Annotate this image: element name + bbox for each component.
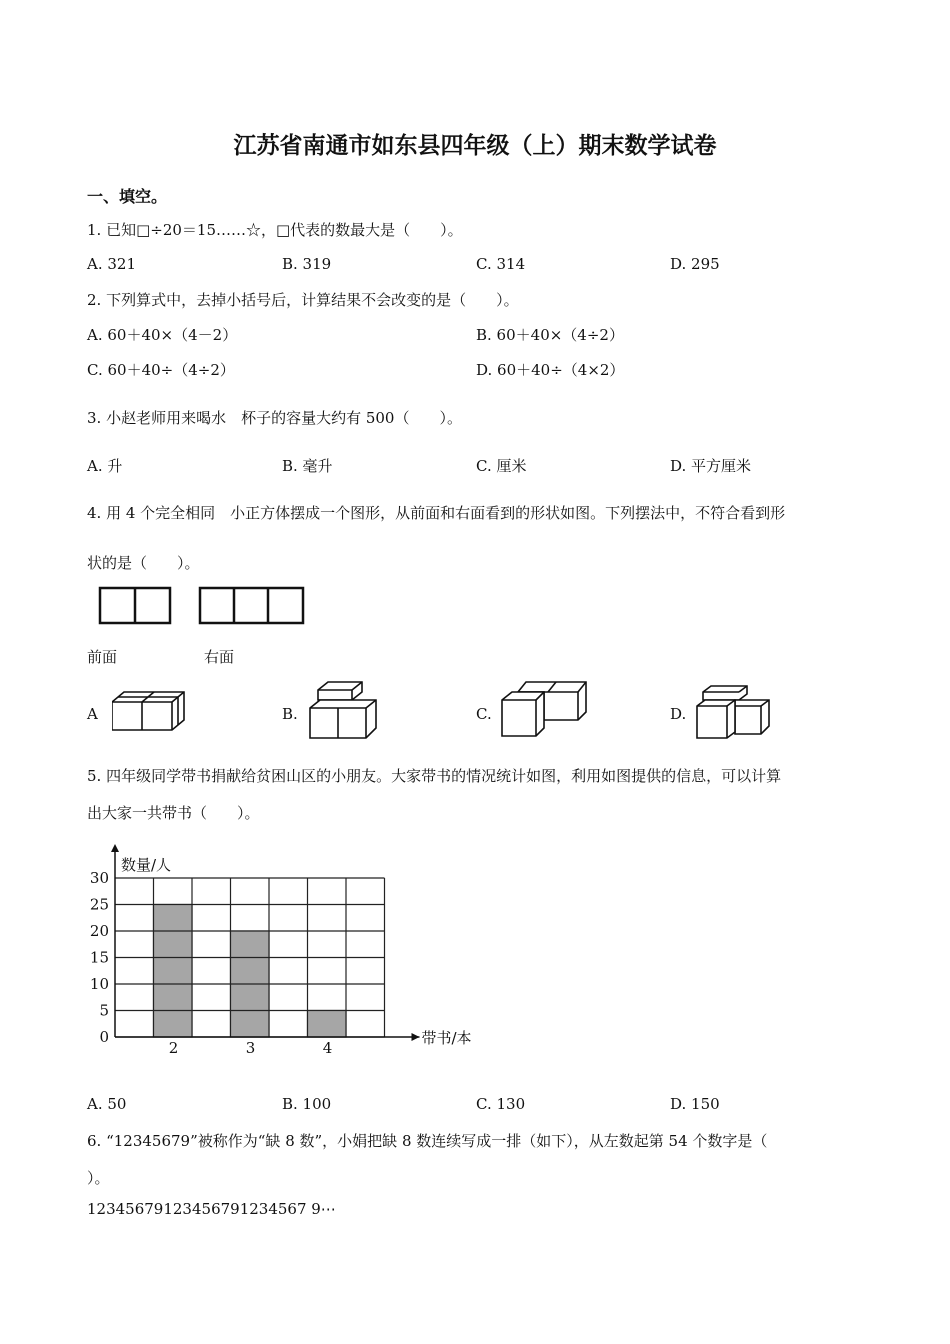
- question-2-text: 2. 下列算式中，去掉小括号后，计算结果不会改变的是（ ）。: [87, 291, 519, 309]
- digit-sequence: 12345679123456791234567 9⋯: [87, 1200, 336, 1218]
- x-tick-label: 4: [322, 1039, 333, 1057]
- q4-option-c-cubes[interactable]: [500, 678, 590, 742]
- y-axis-label: 数量/人: [121, 856, 172, 874]
- front-view-figure: [98, 586, 174, 626]
- q2-option-c[interactable]: C. 60＋40÷（4÷2）: [87, 361, 235, 379]
- y-tick-label: 15: [89, 948, 109, 967]
- bar-chart: [80, 840, 480, 1070]
- section-heading: 一、填空。: [87, 187, 168, 206]
- y-tick-label: 30: [89, 869, 109, 887]
- y-tick-label: 20: [89, 922, 109, 940]
- q3-option-a[interactable]: A. 升: [87, 457, 123, 475]
- bar-2: [154, 905, 193, 1038]
- x-axis-arrow: [412, 1033, 420, 1041]
- y-tick-label: 25: [89, 895, 109, 914]
- page-title: 江苏省南通市如东县四年级（上）期末数学试卷: [233, 133, 717, 159]
- q2-option-d[interactable]: D. 60＋40÷（4×2）: [476, 361, 625, 379]
- question-4-text-line2: 状的是（ ）。: [87, 554, 200, 572]
- q4-option-b-cubes[interactable]: [308, 678, 384, 744]
- q4-option-c-label[interactable]: C.: [476, 705, 492, 723]
- q4-option-d-cubes[interactable]: [695, 682, 775, 742]
- q1-option-b[interactable]: B. 319: [282, 255, 332, 273]
- question-5-text-line2: 出大家一共带书（ ）。: [87, 804, 260, 822]
- q4-option-b-label[interactable]: B.: [282, 705, 298, 723]
- q5-option-b[interactable]: B. 100: [282, 1095, 332, 1113]
- q1-option-d[interactable]: D. 295: [670, 255, 720, 273]
- y-tick-label: 0: [99, 1028, 109, 1046]
- q2-option-b[interactable]: B. 60＋40×（4÷2）: [476, 326, 624, 344]
- y-tick-label: 10: [89, 975, 109, 993]
- front-view-label: 前面: [87, 648, 118, 666]
- q1-option-c[interactable]: C. 314: [476, 255, 526, 273]
- right-view-figure: [198, 586, 306, 626]
- q4-option-a-label[interactable]: A: [87, 705, 98, 723]
- q5-option-d[interactable]: D. 150: [670, 1095, 720, 1113]
- x-tick-label: 2: [168, 1039, 179, 1057]
- q3-option-b[interactable]: B. 毫升: [282, 457, 333, 475]
- question-6-text-line2: ）。: [87, 1169, 110, 1187]
- q2-option-a[interactable]: A. 60＋40×（4－2）: [87, 326, 238, 344]
- bar-4: [308, 1011, 347, 1038]
- q3-option-c[interactable]: C. 厘米: [476, 457, 527, 475]
- x-tick-label: 3: [245, 1039, 256, 1057]
- q4-option-d-label[interactable]: D.: [670, 705, 687, 723]
- question-3-text: 3. 小赵老师用来喝水 杯子的容量大约有 500（ ）。: [87, 409, 462, 427]
- question-1-text: 1. 已知□÷20＝15……☆，□代表的数最大是（ ）。: [87, 221, 463, 239]
- y-axis-arrow: [111, 844, 119, 852]
- question-4-text-line1: 4. 用 4 个完全相同 小正方体摆成一个图形，从前面和右面看到的形状如图。下列摆法中，不符合看到形: [87, 504, 786, 522]
- q1-option-a[interactable]: A. 321: [87, 255, 136, 273]
- right-view-label: 右面: [204, 648, 235, 666]
- question-5-text-line1: 5. 四年级同学带书捐献给贫困山区的小朋友。大家带书的情况统计如图，利用如图提供的信息，可以计算: [87, 767, 782, 785]
- x-axis-label: 带书/本: [421, 1029, 472, 1047]
- question-6-text-line1: 6. “12345679”被称作为“缺 8 数”，小娟把缺 8 数连续写成一排（如下），从左数起第 54 个数字是（: [87, 1132, 768, 1150]
- q5-option-c[interactable]: C. 130: [476, 1095, 526, 1113]
- y-tick-label: 5: [99, 1001, 109, 1020]
- q5-option-a[interactable]: A. 50: [87, 1095, 127, 1113]
- q3-option-d[interactable]: D. 平方厘米: [670, 457, 752, 475]
- q4-option-a-cubes[interactable]: [112, 690, 192, 744]
